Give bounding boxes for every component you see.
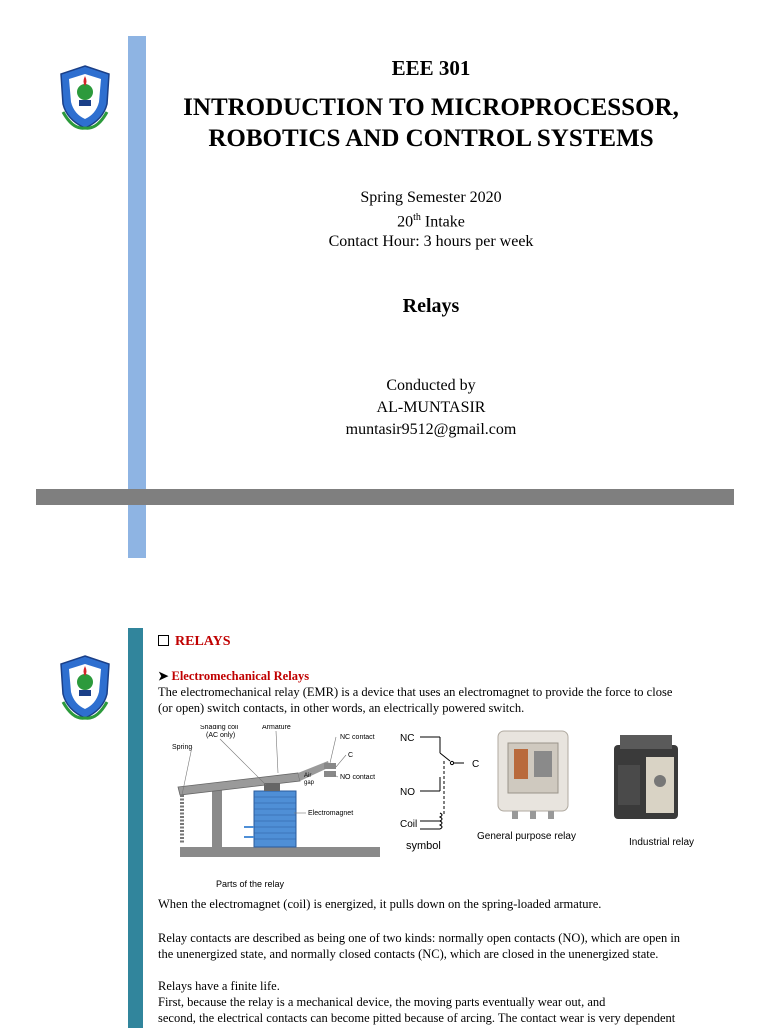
contacts-line2: the unenergized state, and normally closed contacts (NC), which are closed in the unenergized state.	[158, 947, 659, 961]
label-electromagnet: Electromagnet	[308, 810, 354, 817]
label-ac-only: (AC only)	[206, 732, 236, 739]
course-info	[146, 188, 716, 252]
sub-heading	[158, 668, 309, 684]
general-purpose-relay-image	[498, 731, 568, 819]
industrial-relay-caption: Industrial relay	[629, 837, 695, 848]
university-logo	[55, 62, 115, 132]
semester: Spring Semester 2020	[360, 189, 502, 206]
instructor-block	[146, 375, 716, 441]
label-nc-contact: NC contact	[340, 734, 375, 741]
symbol-caption: symbol	[406, 840, 441, 852]
intro-line2: (or open) switch contacts, in other words, an electrically powered switch.	[158, 701, 525, 715]
course-code: EEE 301	[391, 56, 471, 80]
relay-symbol	[420, 737, 464, 829]
label-shading-coil: Shading coil	[200, 725, 239, 731]
general-relay-caption: General purpose relay	[477, 831, 576, 842]
symbol-coil-label: Coil	[400, 819, 418, 830]
arrow-bullet-icon: ➤	[158, 669, 169, 683]
label-gap: gap	[304, 780, 315, 786]
industrial-relay-image	[614, 735, 678, 819]
life-line1: Relays have a finite life.	[158, 979, 280, 993]
intro-paragraph	[158, 684, 728, 716]
relay-figure	[158, 725, 718, 890]
course-title-line1: INTRODUCTION TO MICROPROCESSOR,	[183, 94, 679, 121]
life-line2: First, because the relay is a mechanical device, the moving parts eventually wear out, and	[158, 995, 606, 1009]
symbol-nc-label: NC	[400, 733, 415, 744]
lecture-topic: Relays	[402, 295, 460, 317]
relay-diagrams	[158, 725, 718, 890]
intake	[146, 208, 716, 232]
vertical-accent-bar	[128, 628, 143, 1028]
contacts-line1: Relay contacts are described as being one of two kinds: normally open contacts (NO), which are open in	[158, 931, 681, 945]
course-title	[146, 92, 716, 154]
life-paragraph	[158, 978, 728, 1026]
intake-number: 20	[397, 213, 414, 231]
section-heading	[158, 634, 231, 650]
label-spring: Spring	[172, 744, 193, 751]
checkbox-bullet-icon	[158, 635, 169, 646]
intake-word: Intake	[420, 213, 465, 231]
course-title-line2: ROBOTICS AND CONTROL SYSTEMS	[208, 125, 654, 152]
instructor-name: AL-MUNTASIR	[376, 399, 486, 416]
intake-sup: th	[413, 212, 421, 223]
sub-heading-text: Electromechanical Relays	[171, 669, 310, 683]
conducted-by: Conducted by	[386, 377, 476, 394]
parts-caption: Parts of the relay	[216, 879, 285, 889]
contact-hour: Contact Hour: 3 hours per week	[328, 233, 534, 251]
contacts-paragraph	[158, 930, 728, 962]
vertical-accent-bar	[128, 36, 146, 558]
label-c: C	[348, 752, 354, 759]
university-logo	[55, 652, 115, 722]
section-heading-text: RELAYS	[175, 634, 231, 649]
horizontal-accent-bar	[36, 489, 734, 505]
symbol-c-label: C	[472, 759, 480, 770]
label-armature: Armature	[262, 725, 291, 731]
instructor-email: muntasir9512@gmail.com	[345, 421, 517, 438]
label-no-contact: NO contact	[340, 774, 376, 781]
life-line3: second, the electrical contacts can become pitted because of arcing. The contact wear is very dependent	[158, 1011, 676, 1025]
label-air: Air	[304, 773, 312, 779]
energized-paragraph: When the electromagnet (coil) is energized, it pulls down on the spring-loaded armature.	[158, 897, 602, 911]
symbol-no-label: NO	[400, 787, 415, 798]
relays-slide	[0, 580, 768, 1024]
intro-line1: The electromechanical relay (EMR) is a device that uses an electromagnet to provide the force to close	[158, 685, 673, 699]
